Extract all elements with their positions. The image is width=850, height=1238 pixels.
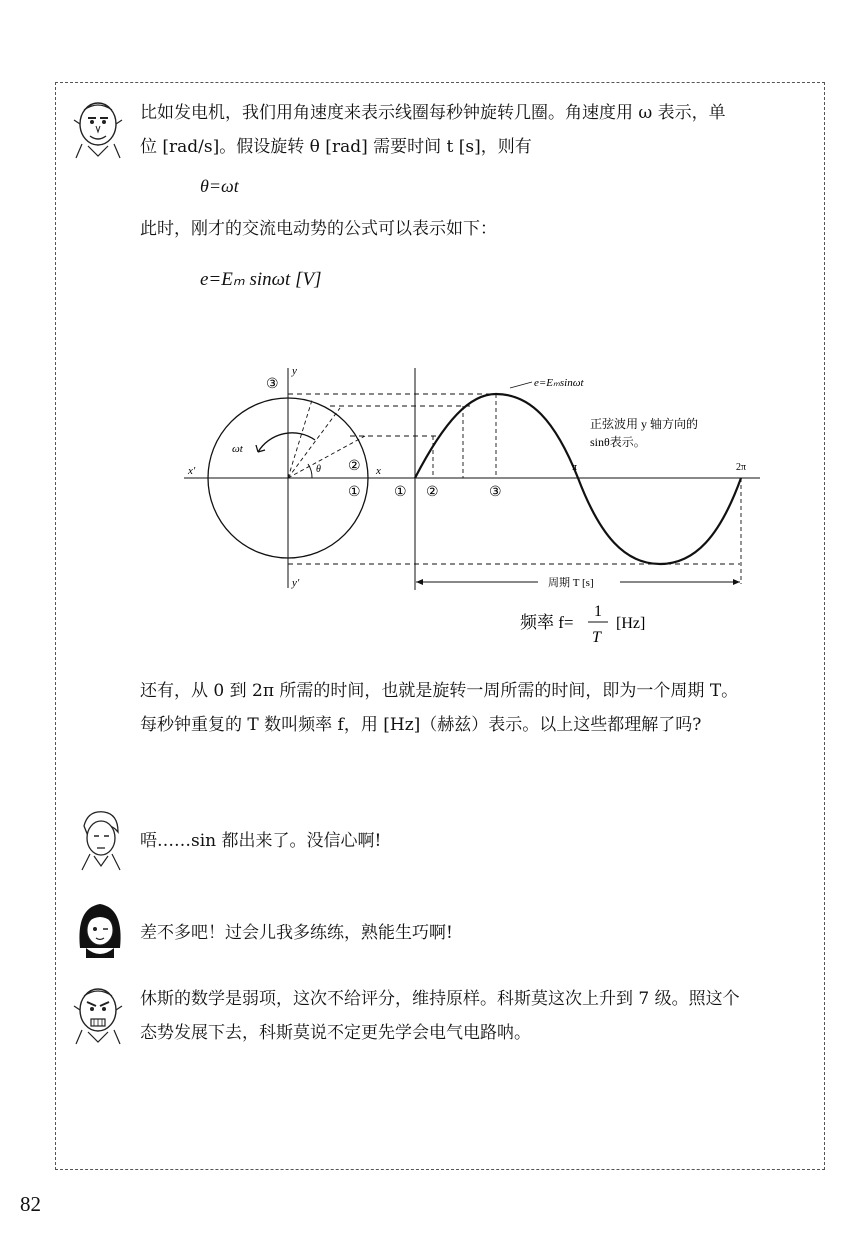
marker-2-circle: ② [348, 459, 361, 474]
old-man-avatar-icon [70, 98, 126, 160]
marker-3-wave: ③ [489, 485, 502, 500]
freq-denominator: T [592, 629, 601, 646]
intro-line-2: 位 [rad/s]。假设旋转 θ [rad] 需要时间 t [s]，则有 [140, 137, 532, 157]
axis-y-neg-label: y′ [292, 577, 300, 589]
pi-label: π [572, 462, 578, 473]
theta-label: θ [316, 464, 321, 475]
reply-1: 唔……sin 都出来了。没信心啊! [140, 831, 382, 851]
freq-unit: [Hz] [616, 615, 646, 632]
period-label: 周期 T [s] [548, 577, 594, 589]
final-line-1: 休斯的数学是弱项，这次不给评分，维持原样。科斯莫这次上升到 7 级。照这个 [140, 989, 740, 1009]
marker-3-circle: ③ [266, 377, 279, 392]
intro-line-1: 比如发电机，我们用角速度来表示线圈每秒钟旋转几圈。角速度用 ω 表示，单 [140, 103, 726, 123]
reply-2: 差不多吧！过会儿我多练练，熟能生巧啊! [140, 923, 453, 943]
curve-label: e=Eₘsinωt [534, 377, 584, 389]
axis-y-label: y [292, 365, 297, 377]
explanation-paragraph [140, 676, 820, 740]
freq-prefix: 频率 f= [520, 613, 574, 632]
marker-1-wave: ① [394, 485, 407, 500]
explain-line-1: 还有，从 0 到 2π 所需的时间，也就是旋转一周所需的时间，即为一个周期 T。 [140, 681, 739, 701]
explain-line-2: 每秒钟重复的 T 数叫频率 f，用 [Hz]（赫兹）表示。以上这些都理解了吗? [140, 715, 702, 735]
final-line-2: 态势发展下去，科斯莫说不定更先学会电气电路呐。 [140, 1023, 531, 1043]
note-line-1: 正弦波用 y 轴方向的 [590, 417, 699, 431]
omega-t-label: ωt [232, 443, 243, 455]
axis-x-label: x [376, 465, 381, 477]
formula-intro-text: 此时，刚才的交流电动势的公式可以表示如下： [140, 219, 497, 239]
formula-theta: θ=ωt [200, 176, 239, 196]
freq-numerator: 1 [594, 603, 602, 620]
formula-emf: e=Eₘ sinωt [V] [200, 269, 322, 290]
sine-wave-figure [180, 360, 780, 650]
marker-1-circle: ① [348, 485, 361, 500]
marker-2-wave: ② [426, 485, 439, 500]
two-pi-label: 2π [736, 462, 747, 473]
old-man-angry-avatar-icon [70, 984, 126, 1046]
girl-avatar-icon [72, 898, 128, 960]
axis-x-neg-label: x′ [188, 465, 196, 477]
final-paragraph [140, 984, 820, 1048]
young-man-avatar-icon [72, 806, 128, 872]
note-line-2: sinθ表示。 [590, 435, 646, 449]
page-number: 82 [20, 1192, 41, 1216]
intro-paragraph [140, 98, 810, 162]
